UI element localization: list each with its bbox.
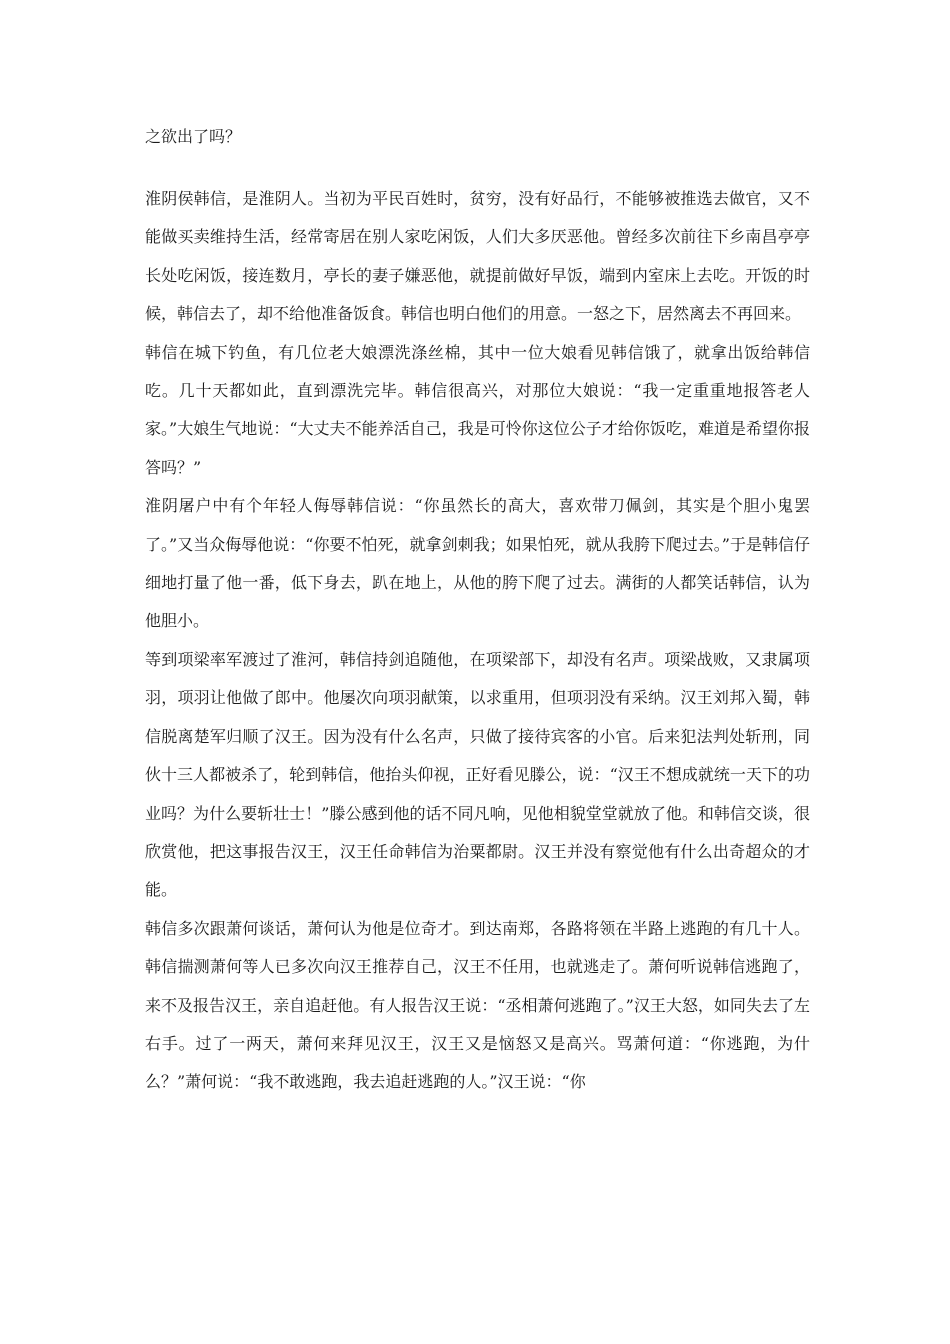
lead-line: 之欲出了吗？ bbox=[145, 127, 242, 146]
paragraph-1: 淮阴侯韩信，是淮阴人。当初为平民百姓时，贫穷，没有好品行，不能够被推选去做官，又不能做买卖维持生活，经常寄居在别人家吃闲饭，人们大多厌恶他。曾经多次前往下乡南昌亭亭长处吃闲饭，接连数月，亭长的妻子嫌恶他，就提前做好早饭，端到内室床上去吃。开饭的时候，韩信去了，却不给他准备饭食。韩信也明白他们的用意。一怒之下，居然离去不再回来。 bbox=[145, 189, 810, 324]
paragraph-4: 等到项梁率军渡过了淮河，韩信持剑追随他，在项梁部下，却没有名声。项梁战败，又隶属项羽，项羽让他做了郎中。他屡次向项羽献策，以求重用，但项羽没有采纳。汉王刘邦入蜀，韩信脱离楚军归顺了汉王。因为没有什么名声，只做了接待宾客的小官。后来犯法判处斩刑，同伙十三人都被杀了，轮到韩信，他抬头仰视，正好看见滕公，说：“汉王不想成就统一天下的功业吗？为什么要斩壮士！”滕公感到他的话不同凡响，见他相貌堂堂就放了他。和韩信交谈，很欣赏他，把这事报告汉王，汉王任命韩信为治粟都尉。汉王并没有察觉他有什么出奇超众的才能。 bbox=[145, 649, 810, 900]
paragraph-2: 韩信在城下钓鱼，有几位老大娘漂洗涤丝棉，其中一位大娘看见韩信饿了，就拿出饭给韩信吃。几十天都如此，直到漂洗完毕。韩信很高兴，对那位大娘说：“我一定重重地报答老人家。”大娘生气地说：“大丈夫不能养活自己，我是可怜你这位公子才给你饭吃，难道是希望你报答吗？” bbox=[145, 342, 810, 477]
paragraph-3: 淮阴屠户中有个年轻人侮辱韩信说：“你虽然长的高大，喜欢带刀佩剑，其实是个胆小鬼罢了。”又当众侮辱他说：“你要不怕死，就拿剑刺我；如果怕死，就从我胯下爬过去。”于是韩信仔细地打量了他一番，低下身去，趴在地上，从他的胯下爬了过去。满街的人都笑话韩信，认为他胆小。 bbox=[145, 496, 810, 631]
document-page bbox=[145, 118, 810, 1102]
paragraph-5: 韩信多次跟萧何谈话，萧何认为他是位奇才。到达南郑，各路将领在半路上逃跑的有几十人。韩信揣测萧何等人已多次向汉王推荐自己，汉王不任用，也就逃走了。萧何听说韩信逃跑了，来不及报告汉王，亲自追赶他。有人报告汉王说：“丞相萧何逃跑了。”汉王大怒，如同失去了左右手。过了一两天，萧何来拜见汉王，汉王又是恼怒又是高兴。骂萧何道：“你逃跑，为什么？”萧何说：“我不敢逃跑，我去追赶逃跑的人。”汉王说：“你 bbox=[145, 918, 810, 1092]
